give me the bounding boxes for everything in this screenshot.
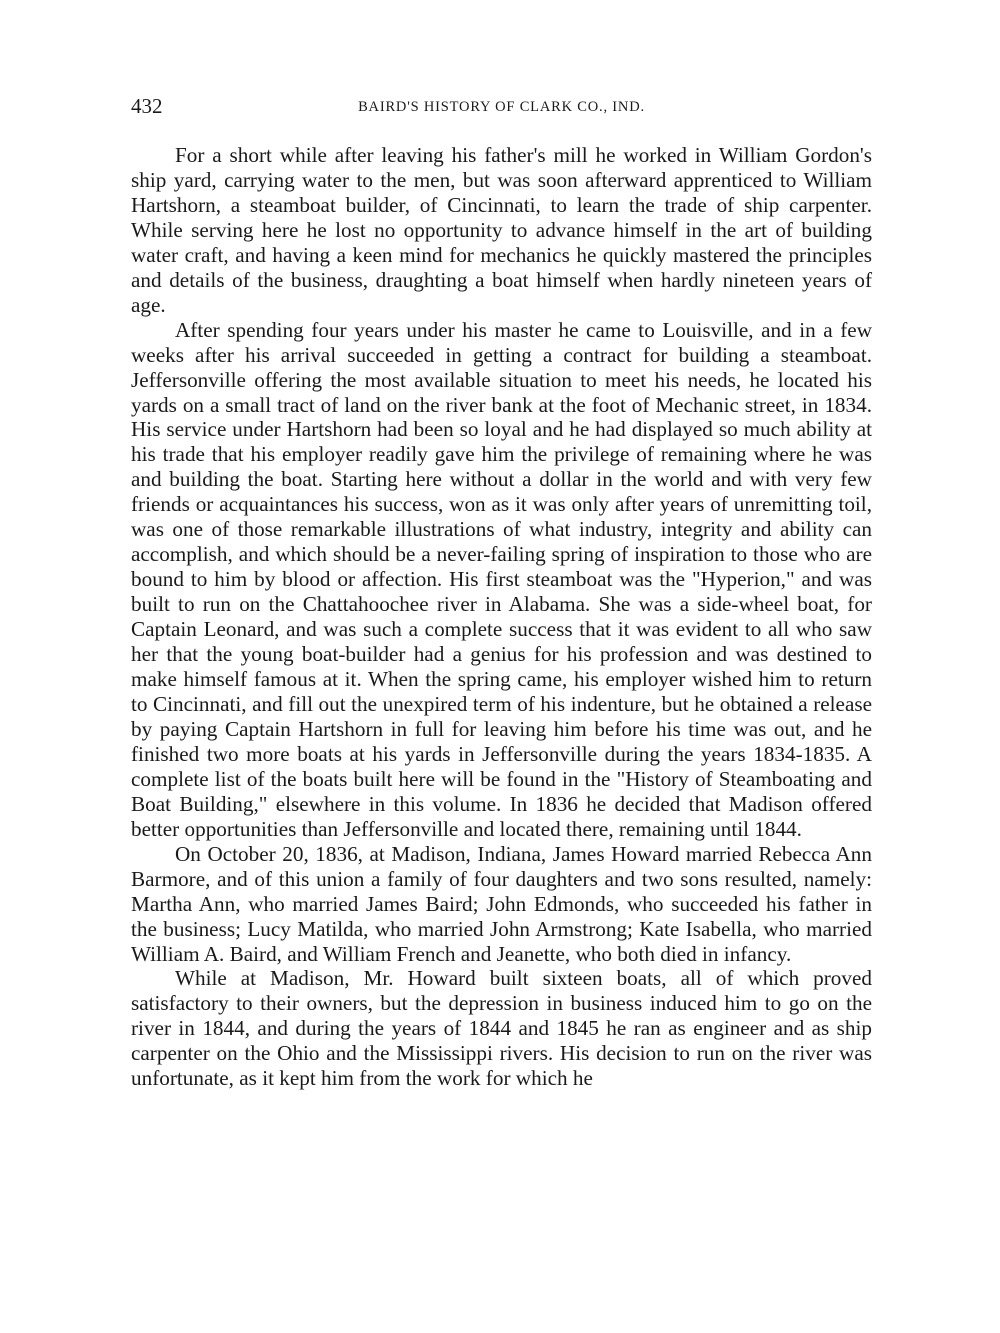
running-title: BAIRD'S HISTORY OF CLARK CO., IND. (358, 99, 645, 115)
paragraph: While at Madison, Mr. Howard built sixteen boats, all of which proved satisfactory to their owners, but the depression in business induced him to go on the river in 1844, and during the years of 1844 and 1845 he ran as engineer and as ship carpenter on the Ohio and the Mississippi rivers. His decision to run on the river was unfortunate, as it kept him from the work for which he (131, 966, 872, 1091)
paragraph: On October 20, 1836, at Madison, Indiana, James Howard married Rebecca Ann Barmore, and of this union a family of four daughters and two sons resulted, namely: Martha Ann, who married James Baird; John Edmonds, who succeeded his father in the business; Lucy Matilda, who married John Armstrong; Kate Isabella, who married William A. Baird, and William French and Jeanette, who both died in infancy. (131, 841, 872, 966)
page-number: 432 (131, 94, 163, 118)
paragraph: For a short while after leaving his father's mill he worked in William Gordon's ship yard, carrying water to the men, but was soon afterward apprenticed to William Hartshorn, a steamboat builder, of Cincinnati, to learn the trade of ship carpenter. While serving here he lost no opportunity to advance himself in the art of building water craft, and having a keen mind for mechanics he quickly mastered the principles and details of the business, draughting a boat himself when hardly nineteen years of age. (131, 143, 872, 317)
paragraph: After spending four years under his master he came to Louisville, and in a few weeks after his arrival succeeded in getting a contract for building a steamboat. Jeffersonville offering the most available situation to meet his needs, he located his yards on a small tract of land on the river bank at the foot of Mechanic street, in 1834. His service under Hartshorn had been so loyal and he had displayed so much ability at his trade that his employer readily gave him the privilege of remaining where he was and building the boat. Starting here without a dollar in the world and with very few friends or acquaintances his success, won as it was only after years of unremitting toil, was one of those remarkable illustrations of what industry, integrity and ability can accomplish, and which should be a never-failing spring of inspiration to those who are bound to him by blood or affection. His first steamboat was the "Hyperion," and was built to run on the Chattahoochee river in Alabama. She was a side-wheel boat, for Captain Leonard, and was such a complete success that it was evident to all who saw her that the young boat-builder had a genius for his profession and was destined to make himself famous at it. When the spring came, his employer wished him to return to Cincinnati, and fill out the unexpired term of his indenture, but he obtained a release by paying Captain Hartshorn in full for leaving him before his time was out, and he finished two more boats at his yards in Jeffersonville during the years 1834-1835. A complete list of the boats built here will be found in the "History of Steamboating and Boat Building," elsewhere in this volume. In 1836 he decided that Madison offered better opportunities than Jeffersonville and located there, remaining until 1844. (131, 317, 872, 841)
page-header (131, 92, 872, 120)
body-text (131, 143, 872, 1091)
